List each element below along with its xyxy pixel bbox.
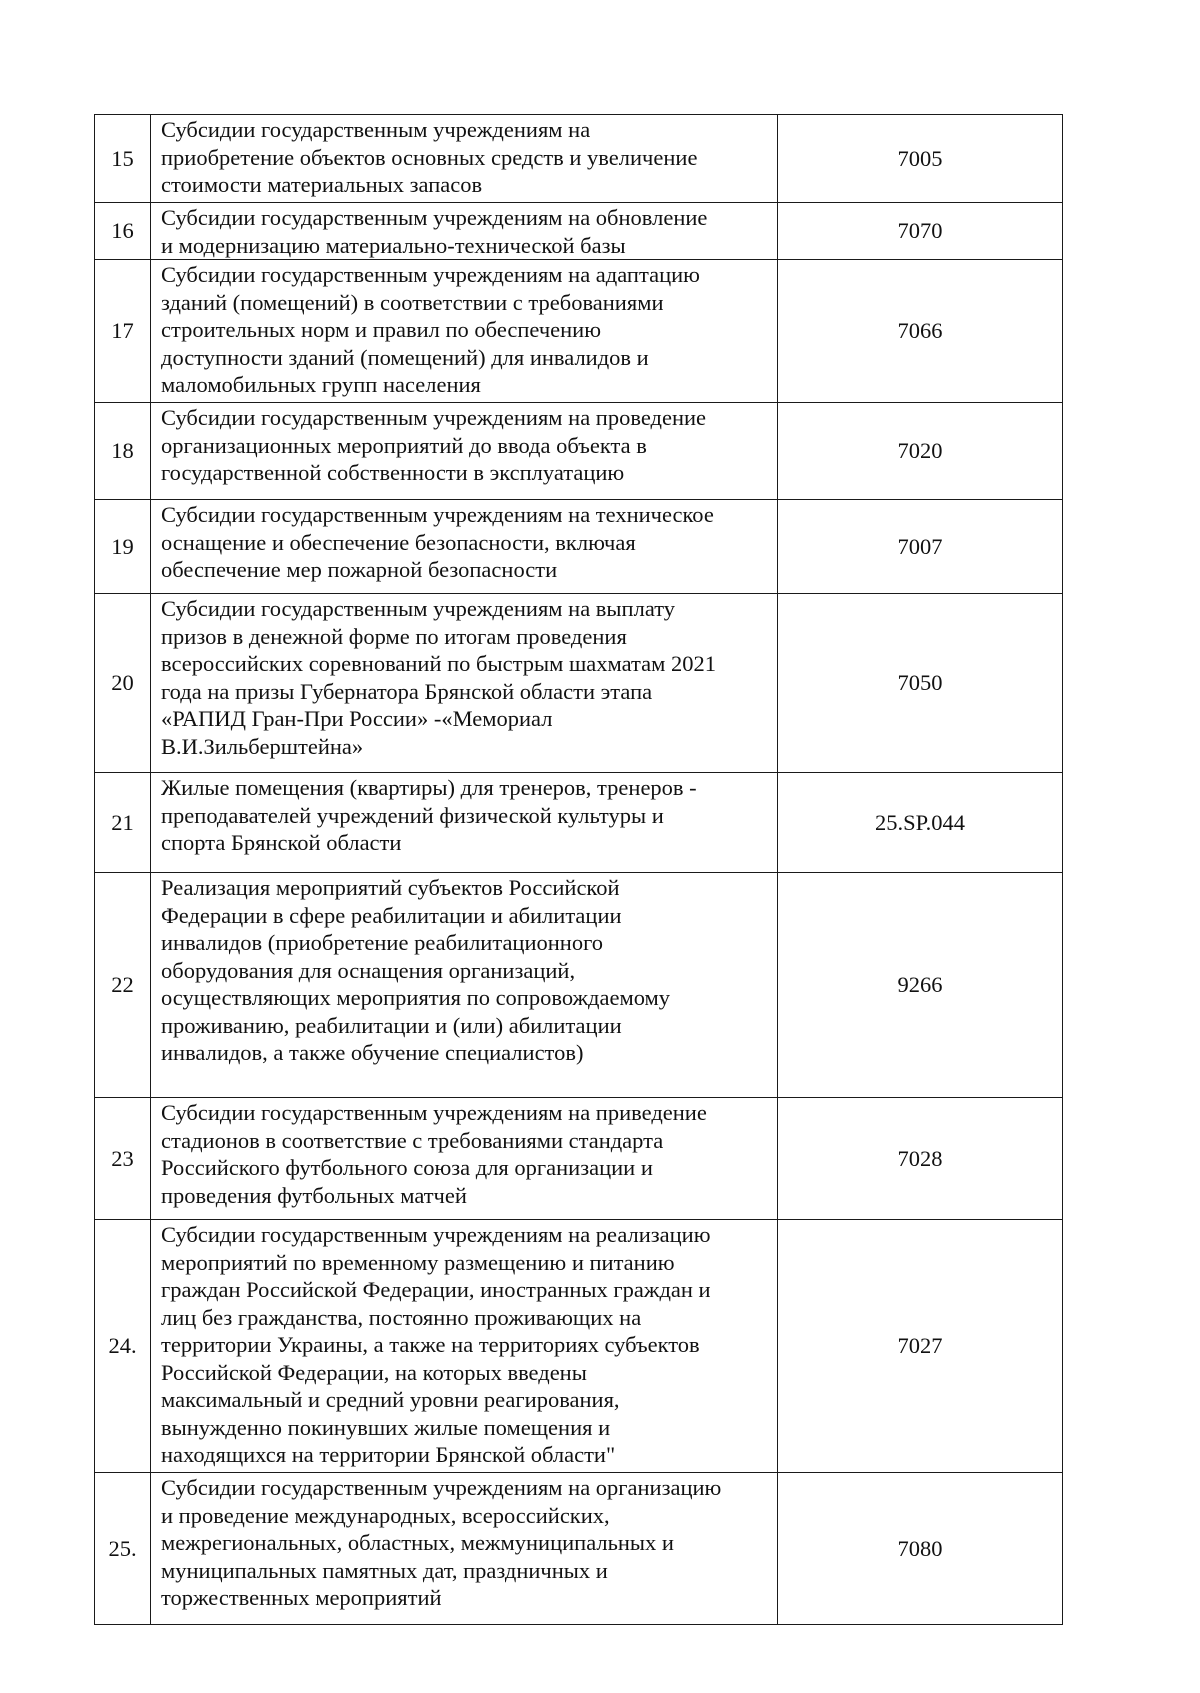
row-code: 7070 [778, 203, 1063, 260]
row-number: 17 [95, 260, 151, 403]
table-row [95, 403, 1063, 500]
row-code: 7007 [778, 500, 1063, 594]
row-number: 19 [95, 500, 151, 594]
table-row [95, 1220, 1063, 1473]
table-row [95, 500, 1063, 594]
row-code: 25.SP.044 [778, 773, 1063, 873]
table-row [95, 1473, 1063, 1625]
row-code: 9266 [778, 873, 1063, 1098]
row-description: Субсидии государственным учреждениям на адаптацию зданий (помещений) в соответствии с требованиями строительных норм и правил по обеспечению доступности зданий (помещений) для инвалидов и маломобильных групп населения [151, 260, 778, 403]
row-number: 25. [95, 1473, 151, 1625]
row-description: Субсидии государственным учреждениям на организацию и проведение международных, всероссийских, межрегиональных, областных, межмуниципальных и муниципальных памятных дат, праздничных и торжественных мероприятий [151, 1473, 778, 1625]
table-row [95, 260, 1063, 403]
row-number: 20 [95, 594, 151, 773]
row-description: Субсидии государственным учреждениям на приобретение объектов основных средств и увеличение стоимости материальных запасов [151, 115, 778, 203]
row-code: 7080 [778, 1473, 1063, 1625]
table-row [95, 594, 1063, 773]
table-row [95, 115, 1063, 203]
row-number: 23 [95, 1098, 151, 1220]
row-description: Субсидии государственным учреждениям на проведение организационных мероприятий до ввода объекта в государственной собственности в эксплуатацию [151, 403, 778, 500]
row-description: Субсидии государственным учреждениям на техническое оснащение и обеспечение безопасности, включая обеспечение мер пожарной безопасности [151, 500, 778, 594]
row-description: Субсидии государственным учреждениям на реализацию мероприятий по временному размещению и питанию граждан Российской Федерации, иностранных граждан и лиц без гражданства, постоянно проживающих на территории Украины, а также на территориях субъектов Российской Федерации, на которых введены максимальный и средний уровни реагирования, вынужденно покинувших жилые помещения и находящихся на территории Брянской области" [151, 1220, 778, 1473]
row-number: 16 [95, 203, 151, 260]
row-description: Жилые помещения (квартиры) для тренеров, тренеров - преподавателей учреждений физической культуры и спорта Брянской области [151, 773, 778, 873]
row-description: Реализация мероприятий субъектов Российской Федерации в сфере реабилитации и абилитации инвалидов (приобретение реабилитационного оборудования для оснащения организаций, осуществляющих мероприятия по сопровождаемому проживанию, реабилитации и (или) абилитации инвалидов, а также обучение специалистов) [151, 873, 778, 1098]
row-code: 7020 [778, 403, 1063, 500]
row-number: 18 [95, 403, 151, 500]
row-description: Субсидии государственным учреждениям на выплату призов в денежной форме по итогам проведения всероссийских соревнований по быстрым шахматам 2021 года на призы Губернатора Брянской области этапа «РАПИД Гран-При России» -«Мемориал В.И.Зильберштейна» [151, 594, 778, 773]
table-row [95, 873, 1063, 1098]
table-row [95, 773, 1063, 873]
row-code: 7050 [778, 594, 1063, 773]
row-code: 7028 [778, 1098, 1063, 1220]
table-row [95, 1098, 1063, 1220]
table-row [95, 203, 1063, 260]
row-number: 22 [95, 873, 151, 1098]
row-description: Субсидии государственным учреждениям на обновление и модернизацию материально-технической базы [151, 203, 778, 260]
row-number: 24. [95, 1220, 151, 1473]
budget-codes-table [94, 114, 1063, 1625]
row-number: 21 [95, 773, 151, 873]
row-code: 7005 [778, 115, 1063, 203]
row-code: 7027 [778, 1220, 1063, 1473]
row-code: 7066 [778, 260, 1063, 403]
row-number: 15 [95, 115, 151, 203]
row-description: Субсидии государственным учреждениям на приведение стадионов в соответствие с требованиями стандарта Российского футбольного союза для организации и проведения футбольных матчей [151, 1098, 778, 1220]
